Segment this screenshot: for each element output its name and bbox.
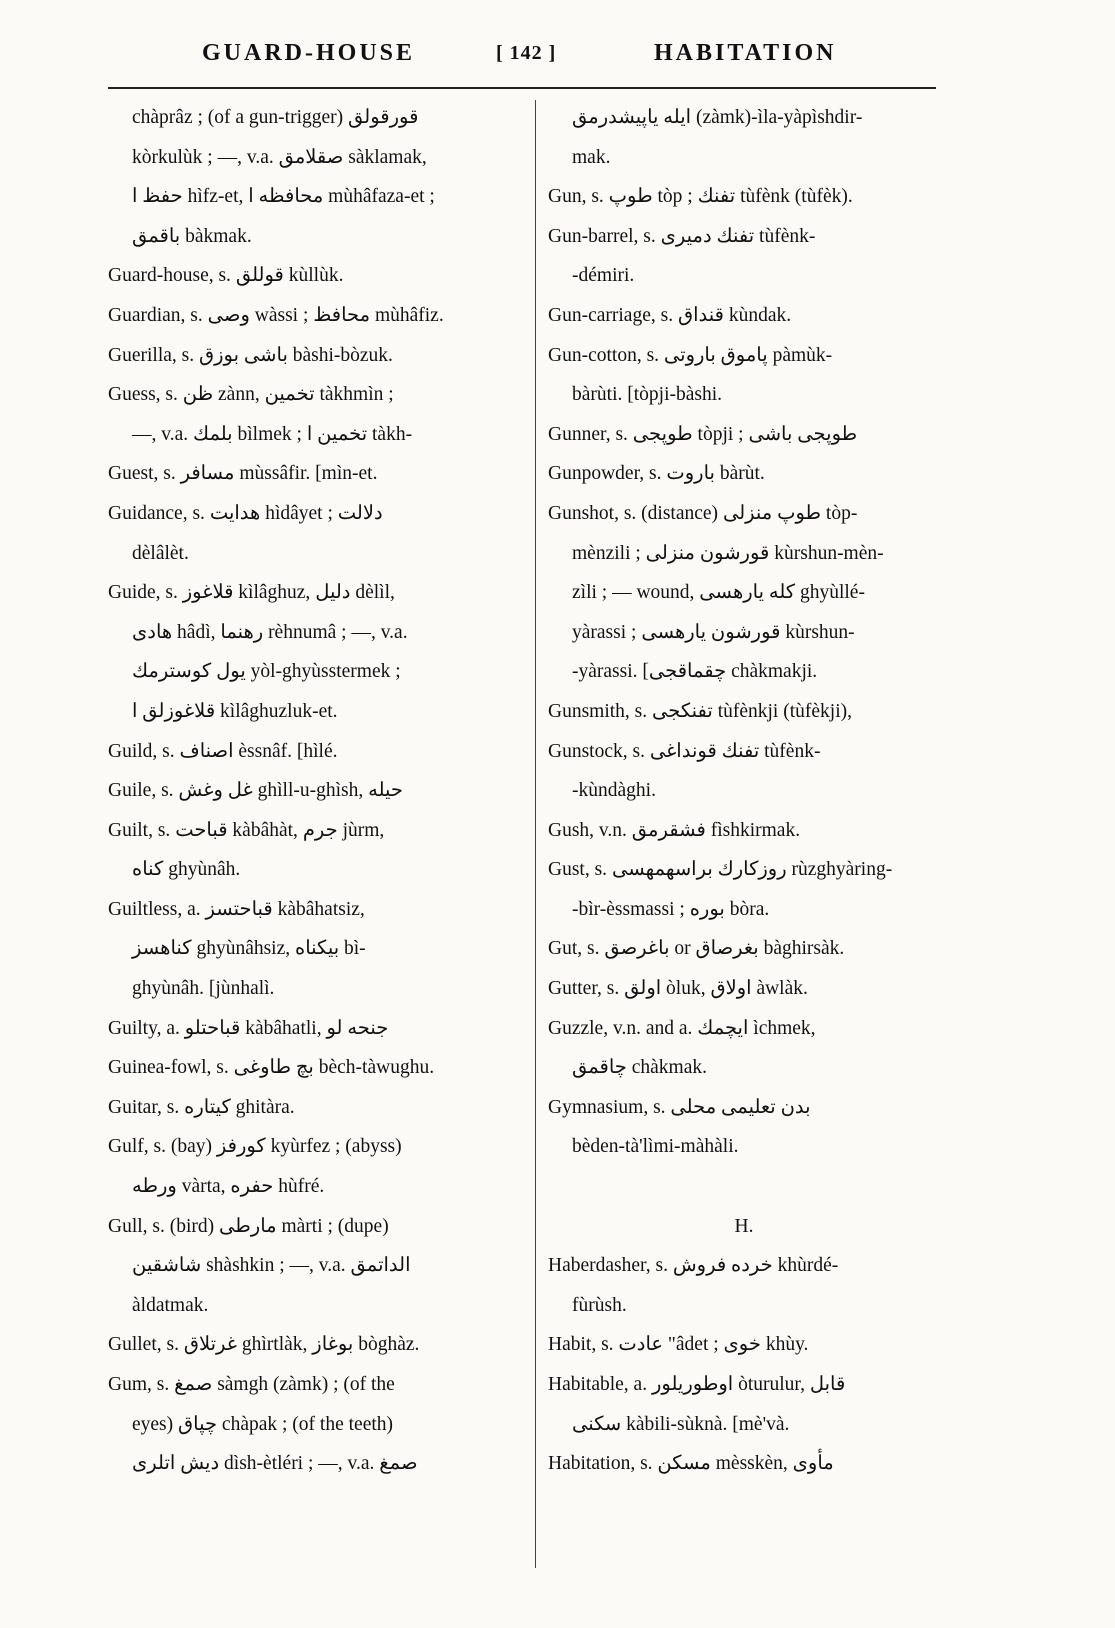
entry-line: Guinea-fowl, s. بچ طاوغى bèch-tàwughu. <box>108 1057 435 1079</box>
entry-line: mak. <box>572 146 611 168</box>
entry-line: Gunstock, s. تفنك قونداغى tùfènk- <box>548 740 821 762</box>
entry-line: eyes) چپاق chàpak ; (of the teeth) <box>132 1413 394 1435</box>
entry-line: bàrùti. [tòpji-bàshi. <box>572 384 723 406</box>
entry-line: Gymnasium, s. بدن تعليمى محلى <box>548 1096 811 1118</box>
entry-line: Gunpowder, s. باروت bàrùt. <box>548 463 765 485</box>
entry-line: kòrkulùk ; —, v.a. صقلامق sàklamak, <box>132 146 427 168</box>
entry-line: شاشقين shàshkin ; —, v.a. الداتمق <box>132 1255 411 1277</box>
entry-line: dèlâlèt. <box>132 542 189 564</box>
entry-line: Gun, s. طوپ tòp ; تفنك tùfènk (tùfèk). <box>548 186 853 208</box>
entry-line: Guardian, s. وصى wàssi ; محافظ mùhâfiz. <box>108 304 444 326</box>
entry-line: حفظ ا hìfz-et, محافظه ا mùhâfaza-et ; <box>132 186 435 208</box>
entry-line: Guilt, s. قباحت kàbâhàt, جرم jùrm, <box>108 819 385 841</box>
entry-line: Gunsmith, s. تفنكجى tùfènkji (tùfèkji), <box>548 700 852 722</box>
entry-line: Guide, s. قلاغوز kìlâghuz, دليل dèlìl, <box>108 582 395 604</box>
entry-line <box>548 1167 940 1207</box>
entry-line: àldatmak. <box>132 1294 209 1316</box>
entry-line: Gust, s. روزكارك براسهمهسى rùzghyàring- <box>548 859 893 881</box>
entry-line: يول كوسترمك yòl-ghyùsstermek ; <box>132 661 401 683</box>
entry-line: Gull, s. (bird) مارطى màrti ; (dupe) <box>108 1215 389 1237</box>
entry-line: Guilty, a. قباحتلو kàbâhatli, جنحه لو <box>108 1017 389 1039</box>
entry-line: Haberdasher, s. خرده فروش khùrdé- <box>548 1255 839 1277</box>
entry-line: Habitable, a. اوطوريلور òturulur, قابل <box>548 1374 846 1395</box>
entry-line: -bìr-èssmassi ; بوره bòra. <box>572 898 770 920</box>
entry-line: ايله ياپيشدرمق (zàmk)-ìla-yàpìshdir- <box>572 107 863 128</box>
entry-line: Gunner, s. طوپجى tòpji ; طوپجى باشى <box>548 423 858 445</box>
column-divider <box>535 100 536 1568</box>
entry-line: Gulf, s. (bay) كورفز kyùrfez ; (abyss) <box>108 1136 402 1158</box>
entry-line: Guild, s. اصناف èssnâf. [hìlé. <box>108 740 338 762</box>
header-rule <box>108 87 936 89</box>
entry-line: Guile, s. غل وغش ghìll-u-ghìsh, حيله <box>108 780 403 802</box>
entry-line: باقمق bàkmak. <box>132 225 252 247</box>
entry-line: -yàrassi. [چقماقجى chàkmakji. <box>572 661 818 683</box>
entry-line: Gum, s. صمغ sàmgh (zàmk) ; (of the <box>108 1374 395 1395</box>
entry-line: كناه ghyùnâh. <box>132 859 241 881</box>
entry-line: Habitation, s. مسكن mèsskèn, مأوى <box>548 1453 834 1475</box>
entry-line: Guitar, s. كيتاره ghitàra. <box>108 1096 295 1118</box>
entry-line: هادى hâdì, رهنما rèhnumâ ; —, v.a. <box>132 621 408 643</box>
entry-line: Guerilla, s. باشى بوزق bàshi-bòzuk. <box>108 344 393 366</box>
entry-line: Habit, s. عادت "âdet ; خوى khùy. <box>548 1334 809 1356</box>
entry-line: ورطه vàrta, حفره hùfré. <box>132 1176 325 1198</box>
header-left-guideword: GUARD-HOUSE <box>202 40 416 66</box>
entry-line: قلاغوزلق ا kìlâghuzluk-et. <box>132 700 338 722</box>
right-column <box>548 98 940 1484</box>
entry-line: Guzzle, v.n. and a. ايچمك ìchmek, <box>548 1017 816 1039</box>
entry-line: ghyùnâh. [jùnhalì. <box>132 978 275 1000</box>
entry-line: Gutter, s. اولق òluk, اولاق àwlàk. <box>548 978 808 1000</box>
entry-line: Guidance, s. هدايت hìdâyet ; دلالت <box>108 502 383 524</box>
page-header <box>108 36 936 80</box>
entry-line: Guest, s. مسافر mùssâfir. [mìn-et. <box>108 463 378 485</box>
left-column <box>108 98 516 1484</box>
section-heading: H. <box>734 1215 754 1237</box>
entry-line: سكنى kàbili-sùknà. [mè'và. <box>572 1413 790 1435</box>
entry-line: mènzili ; قورشون منزلى kùrshun-mèn- <box>572 542 884 564</box>
entry-line: —, v.a. بلمك bìlmek ; تخمين ا tàkh- <box>132 423 413 445</box>
entry-line: chàprâz ; (of a gun-trigger) قورقولق <box>132 107 419 128</box>
entry-line: كناهسز ghyùnâhsiz, بيكناه bì- <box>132 938 366 960</box>
entry-line: Gunshot, s. (distance) طوپ منزلى tòp- <box>548 502 858 524</box>
entry-line: ديش اتلرى dìsh-ètléri ; —, v.a. صمغ <box>132 1453 418 1475</box>
entry-line: zìli ; — wound, كله يارهسى ghyùllé- <box>572 582 865 604</box>
entry-line: -kùndàghi. <box>572 780 656 802</box>
header-right-guideword: HABITATION <box>654 40 837 66</box>
entry-line: Gun-carriage, s. قنداق kùndak. <box>548 304 792 326</box>
entry-line: yàrassi ; قورشون يارهسى kùrshun- <box>572 621 855 643</box>
entry-line: Guiltless, a. قباحتسز kàbâhatsiz, <box>108 898 365 920</box>
entry-line: Gun-barrel, s. تفنك دميرى tùfènk- <box>548 225 816 247</box>
entry-line: Guard-house, s. قوللق kùllùk. <box>108 265 344 287</box>
entry-line: bèden-tà'lìmi-màhàli. <box>572 1136 739 1158</box>
entry-line: -démiri. <box>572 265 635 287</box>
page-number: [ 142 ] <box>496 42 557 64</box>
entry-line: fùrùsh. <box>572 1294 627 1316</box>
entry-line: Guess, s. ظن zànn, تخمين tàkhmìn ; <box>108 384 394 406</box>
entry-line: Gun-cotton, s. پاموق باروتى pàmùk- <box>548 344 833 366</box>
entry-line: Gut, s. باغرصق or بغرصاق bàghirsàk. <box>548 938 845 960</box>
entry-line: Gush, v.n. فشقرمق fìshkirmak. <box>548 819 801 841</box>
entry-line: چاقمق chàkmak. <box>572 1057 707 1079</box>
entry-line: Gullet, s. غرتلاق ghìrtlàk, بوغاز bòghàz. <box>108 1334 420 1356</box>
